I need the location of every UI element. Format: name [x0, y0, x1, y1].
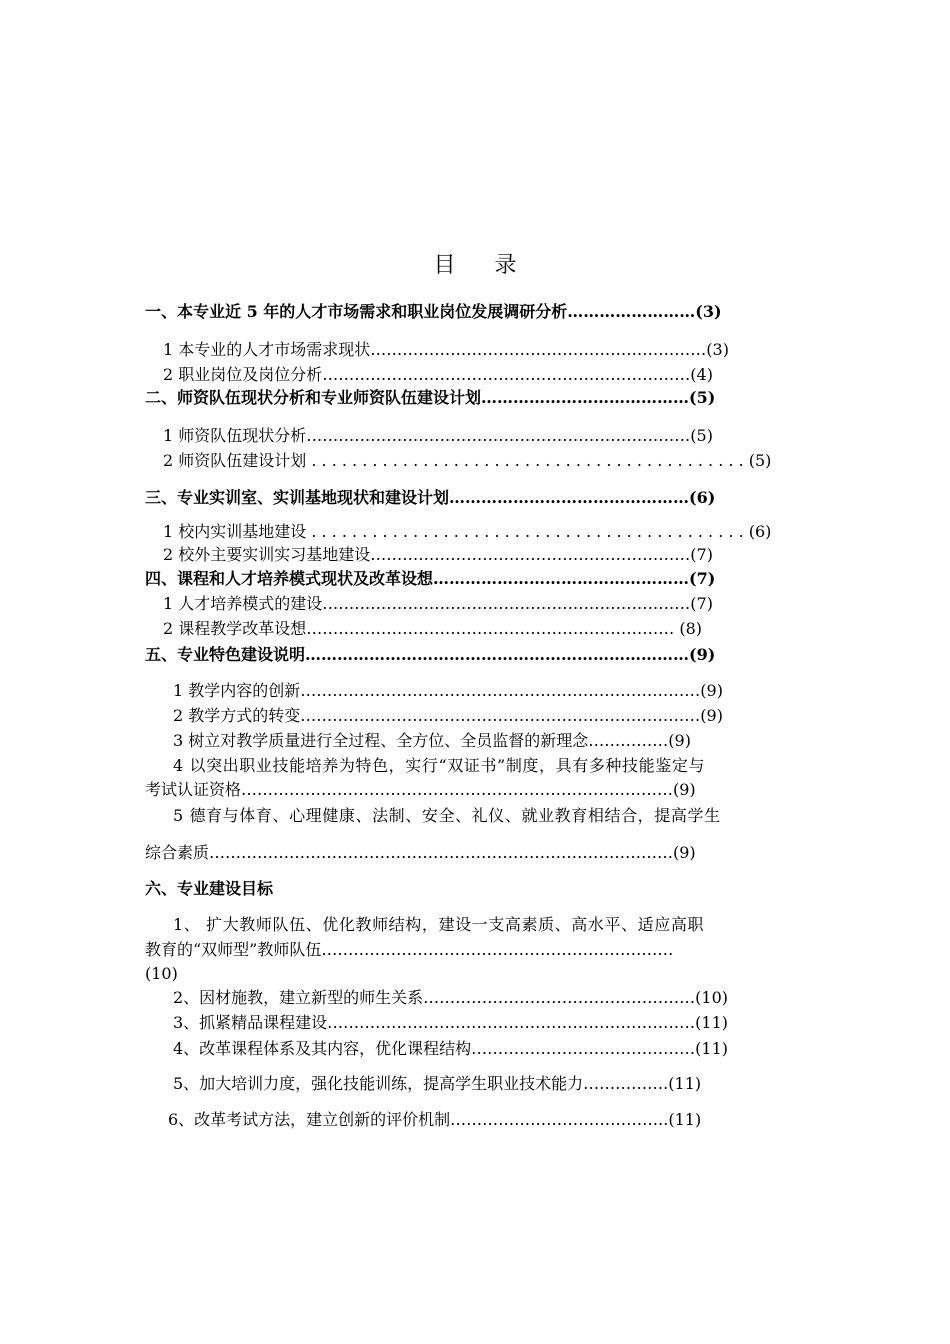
toc-entry-5-1[interactable]: 1 教学内容的创新…………………………………………………………………(9)	[173, 681, 723, 700]
toc-entry-1-1[interactable]: 1 本专业的人才市场需求现状………………………………………………………(3)	[163, 340, 729, 359]
toc-entry-section-1[interactable]: 一、本专业近 5 年的人才市场需求和职业岗位发展调研分析……………………(3)	[145, 302, 722, 321]
toc-entry-4-1[interactable]: 1 人才培养模式的建设……………………………………………………………(7)	[163, 594, 713, 613]
toc-entry-section-6[interactable]: 六、专业建设目标	[145, 879, 274, 898]
toc-entry-3-2[interactable]: 2 校外主要实训实习基地建设……………………………………………………(7)	[163, 545, 713, 564]
toc-entry-5-4-line1[interactable]: 4 以突出职业技能培养为特色，实行“双证书”制度，具有多种技能鉴定与	[173, 756, 706, 775]
toc-entry-3-1[interactable]: 1 校内实训基地建设 . . . . . . . . . . . . . . . . . . . . . . . . . . . . . . . . . . . . . . . . . . . (6)	[163, 522, 772, 541]
toc-entry-section-4[interactable]: 四、课程和人才培养模式现状及改革设想…………………………………………(7)	[145, 569, 716, 588]
toc-entry-4-2[interactable]: 2 课程教学改革设想…………………………………………………………… (8)	[163, 619, 703, 638]
toc-entry-5-2[interactable]: 2 教学方式的转变…………………………………………………………………(9)	[173, 706, 723, 725]
toc-entry-6-2[interactable]: 2、因材施教，建立新型的师生关系……………………………………………(10)	[173, 988, 729, 1007]
toc-entry-6-5[interactable]: 5、加大培训力度，强化技能训练，提高学生职业技术能力…………….(11)	[173, 1074, 702, 1093]
toc-entry-5-5-line1[interactable]: 5 德育与体育、心理健康、法制、安全、礼仪、就业教育相结合，提高学生	[173, 806, 721, 825]
toc-entry-6-4[interactable]: 4、改革课程体系及其内容，优化课程结构……………………………………(11)	[173, 1039, 729, 1058]
toc-entry-section-3[interactable]: 三、专业实训室、实训基地现状和建设计划………………………………………(6)	[145, 488, 716, 507]
toc-entry-section-2[interactable]: 二、师资队伍现状分析和专业师资队伍建设计划…………………………………(5)	[145, 388, 716, 407]
toc-entry-6-1-line1[interactable]: 1、 扩大教师队伍、优化教师结构，建设一支高素质、高水平、适应高职	[173, 915, 705, 934]
toc-entry-2-2[interactable]: 2 师资队伍建设计划 . . . . . . . . . . . . . . . . . . . . . . . . . . . . . . . . . . . . . . . . . . . (5)	[163, 451, 772, 470]
toc-entry-6-6[interactable]: 6、改革考试方法，建立创新的评价机制…………………………………..(11)	[168, 1110, 702, 1129]
toc-entry-1-2[interactable]: 2 职业岗位及岗位分析……………………………………………………………(4)	[163, 365, 713, 384]
toc-entry-section-5[interactable]: 五、专业特色建设说明………………………………………………………………(9)	[145, 645, 716, 664]
toc-entry-6-1-line3[interactable]: (10)	[145, 964, 178, 983]
toc-entry-6-1-line2[interactable]: 教育的“双师型”教师队伍…………………………………………………………	[145, 940, 674, 959]
toc-title: 目 录	[433, 253, 533, 278]
toc-entry-5-4-line2[interactable]: 考试认证资格………………………………………………………………………(9)	[145, 780, 696, 799]
toc-entry-5-3[interactable]: 3 树立对教学质量进行全过程、全方位、全员监督的新理念……………(9)	[173, 731, 691, 750]
toc-entry-2-1[interactable]: 1 师资队伍现状分析………………………………………………………………(5)	[163, 426, 713, 445]
toc-entry-6-3[interactable]: 3、抓紧精品课程建设……………………………………………………………(11)	[173, 1013, 729, 1032]
toc-entry-5-5-line2[interactable]: 综合素质……………………………………………………………………………(9)	[145, 843, 696, 862]
